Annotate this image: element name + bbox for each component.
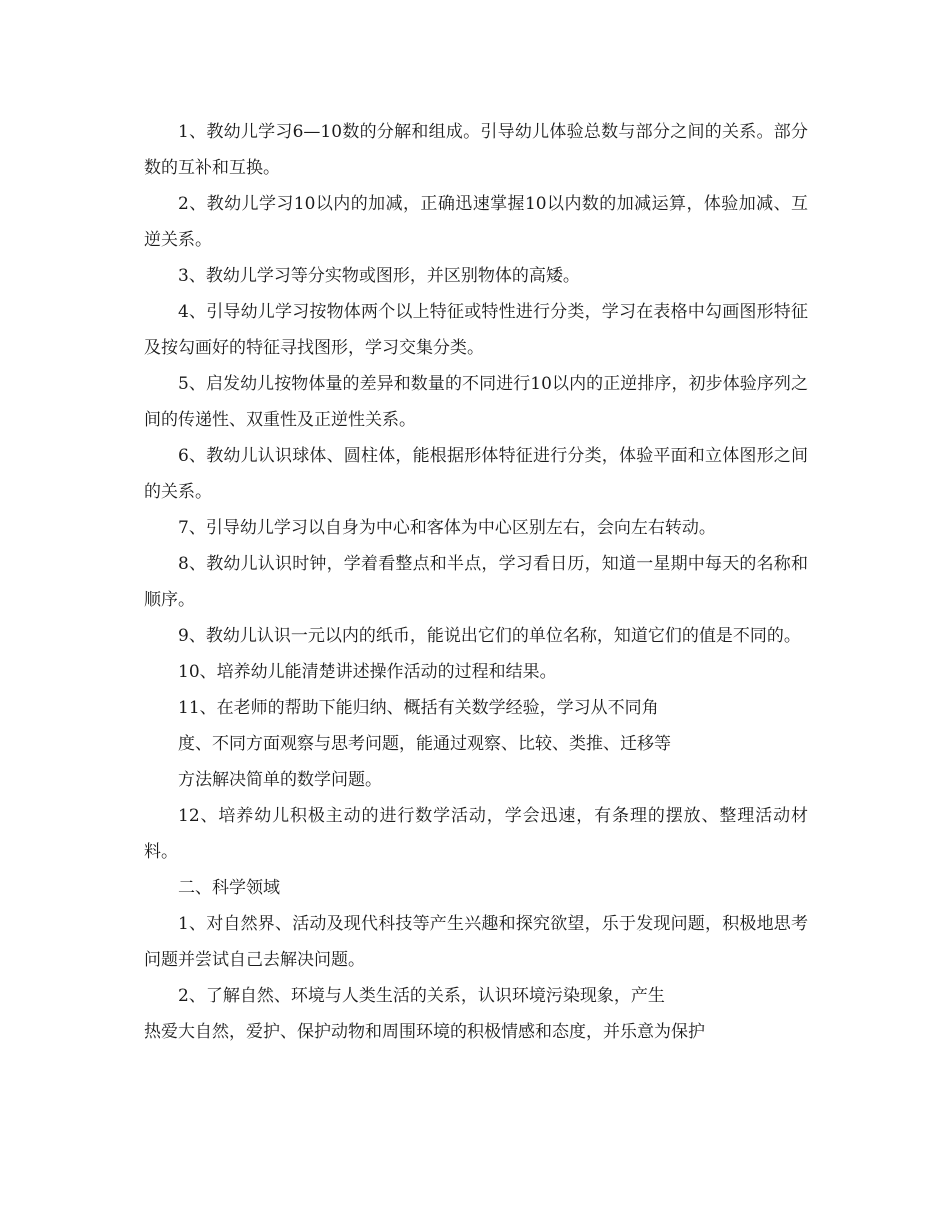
math-item-12: 12、培养幼儿积极主动的进行数学活动，学会迅速，有条理的摆放、整理活动材料。: [144, 806, 808, 862]
math-item-11-line-1: 11、在老师的帮助下能归纳、概括有关数学经验，学习从不同角: [178, 698, 659, 718]
math-item-4: 4、引导幼儿学习按物体两个以上特征或特性进行分类，学习在表格中勾画图形特征及按勾画好的特征寻找图形，学习交集分类。: [144, 302, 808, 358]
math-item-11: [144, 690, 808, 798]
math-item-6: 6、教幼儿认识球体、圆柱体，能根据形体特征进行分类，体验平面和立体图形之间的关系。: [144, 446, 808, 502]
math-item-8: 8、教幼儿认识时钟，学着看整点和半点，学习看日历，知道一星期中每天的名称和顺序。: [144, 554, 808, 610]
math-item-7: 7、引导幼儿学习以自身为中心和客体为中心区别左右，会向左右转动。: [178, 518, 716, 538]
math-item-10: 10、培养幼儿能清楚讲述操作活动的过程和结果。: [178, 662, 557, 682]
science-item-2-line-1: 2、了解自然、环境与人类生活的关系，认识环境污染现象，产生: [178, 986, 665, 1006]
math-item-11-line-2: 度、不同方面观察与思考问题，能通过观察、比较、类推、迁移等: [178, 734, 671, 754]
section-heading-science: 二、科学领域: [178, 878, 280, 898]
math-item-9: 9、教幼儿认识一元以内的纸币，能说出它们的单位名称，知道它们的值是不同的。: [178, 626, 801, 646]
math-item-1: 1、教幼儿学习6—10数的分解和组成。引导幼儿体验总数与部分之间的关系。部分数的互补和互换。: [144, 122, 808, 178]
document-body: [144, 114, 808, 1050]
science-item-1: 1、对自然界、活动及现代科技等产生兴趣和探究欲望，乐于发现问题，积极地思考问题并尝试自己去解决问题。: [144, 914, 808, 970]
science-item-2-line-2: 热爱大自然，爱护、保护动物和周围环境的积极情感和态度，并乐意为保护: [144, 1022, 705, 1042]
science-item-2: [144, 978, 808, 1050]
math-item-11-line-3: 方法解决简单的数学问题。: [178, 770, 382, 790]
math-item-5: 5、启发幼儿按物体量的差异和数量的不同进行10以内的正逆排序，初步体验序列之间的传递性、双重性及正逆性关系。: [144, 374, 808, 430]
math-item-3: 3、教幼儿学习等分实物或图形，并区别物体的高矮。: [178, 266, 580, 286]
math-item-2: 2、教幼儿学习10以内的加减，正确迅速掌握10以内数的加减运算，体验加减、互逆关系。: [144, 194, 808, 250]
